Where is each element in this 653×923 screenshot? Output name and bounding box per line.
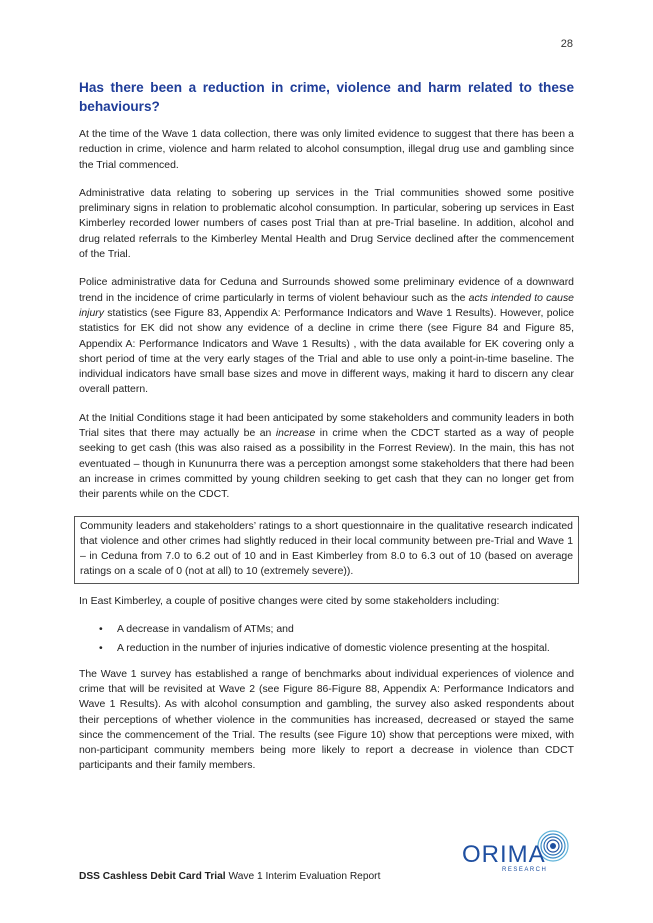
callout-text: Community leaders and stakeholders’ ratings to a short questionnaire in the qualitative research indicated that violence and other crimes had slightly reduced in their local community between pre-Trial and Wave 1 – in Ceduna from 7.0 to 6.2 out of 10 and in East Kimberley from 8.0 to 6.3 out of 10 (based on average ratings on a scale of 0 (not at all) to 10 (extremely severe)). <box>80 520 573 578</box>
orima-logo <box>462 829 572 879</box>
paragraph-initial-conditions <box>79 411 574 503</box>
paragraph-east-kimberley: In East Kimberley, a couple of positive changes were cited by some stakeholders including: <box>79 595 500 607</box>
paragraph-sobering-up: Administrative data relating to sobering up services in the Trial communities showed some positive preliminary signs in relation to problematic alcohol consumption. In particular, sobering up services in East Kimberley recorded lower numbers of cases post Trial than at pre-Trial baseline. In addition, alcohol and drug related referrals to the Kimberley Mental Health and Drug Service declined after the commencement of the Trial. <box>79 187 574 261</box>
logo-subtitle: RESEARCH <box>502 867 548 873</box>
footer-title-rest: Wave 1 Interim Evaluation Report <box>225 871 381 882</box>
paragraph-initial-conditions-italic: increase <box>275 428 316 440</box>
list-item-text: A decrease in vandalism of ATMs; and <box>117 624 294 636</box>
bullet-list <box>79 622 574 657</box>
paragraph-initial-conditions-a: At the Initial Conditions stage it had been anticipated by some stakeholders and community leaders in both Trial sites that there may actually be an <box>79 412 574 440</box>
paragraph-police-data-b: statistics (see Figure 83, Appendix A: Performance Indicators and Wave 1 Results). However, police statistics for EK did not show any evidence of a decline in crime there (see Figure 84 and Figure 85, Appendix A: Performance Indicators and Wave 1 Results) , with the data available for EK covering only a short period of time at the very early stages of the Trial and able to use only a point-in-time baseline. The individual indicators have small base sizes and move in different ways, making it hard to discern any clear overall pattern. <box>79 307 574 396</box>
paragraph-intro: At the time of the Wave 1 data collection, there was only limited evidence to suggest that there has been a reduction in crime, violence and harm related to alcohol consumption, illegal drug use and gambling since the Trial commenced. <box>79 129 574 171</box>
list-item <box>79 641 574 656</box>
paragraph-initial-conditions-b: in crime when the CDCT started as a way of people seeking to get cash (this was also raised as a possibility in the Forrest Review). In the main, this has not eventuated – though in Kununurra there was a perception amongst some stakeholders that there had been an increase in crimes committed by young children seeking to get cash that they can no longer get from their parents while on the CDCT. <box>79 428 574 501</box>
paragraph-police-data-italic: acts intended to cause injury <box>79 292 574 319</box>
bullet-icon: • <box>99 643 103 655</box>
list-item <box>79 622 574 637</box>
paragraph-police-data <box>79 275 574 397</box>
logo-wordmark: ORIMA <box>462 841 546 868</box>
page-footer <box>79 871 380 882</box>
paragraph-police-data-a: Police administrative data for Ceduna and Surrounds showed some preliminary evidence of a downward trend in the incidence of crime particularly in terms of violent behaviour such as the <box>79 277 574 304</box>
section-heading: Has there been a reduction in crime, violence and harm related to these behaviours? <box>79 80 574 114</box>
footer-title-bold: DSS Cashless Debit Card Trial <box>79 871 226 882</box>
list-item-text: A reduction in the number of injuries indicative of domestic violence presenting at the hospital. <box>117 643 550 655</box>
bullet-icon: • <box>99 624 103 636</box>
paragraph-survey: The Wave 1 survey has established a range of benchmarks about individual experiences of violence and crime that will be revisited at Wave 2 (see Figure 86-Figure 88, Appendix A: Performance Indicators and Wave 1 Results). As with alcohol consumption and gambling, the survey also asked respondents about their perceptions of whether violence in the communities has increased, decreased or stayed the same since the commencement of the Trial. The results (see Figure 10) show that perceptions were mixed, with non-participant community members being more likely to report a decrease in violence than CDCT participants and their family members. <box>79 668 574 772</box>
page-number: 28 <box>560 38 573 50</box>
document-body <box>79 78 574 787</box>
callout-box <box>74 516 579 584</box>
